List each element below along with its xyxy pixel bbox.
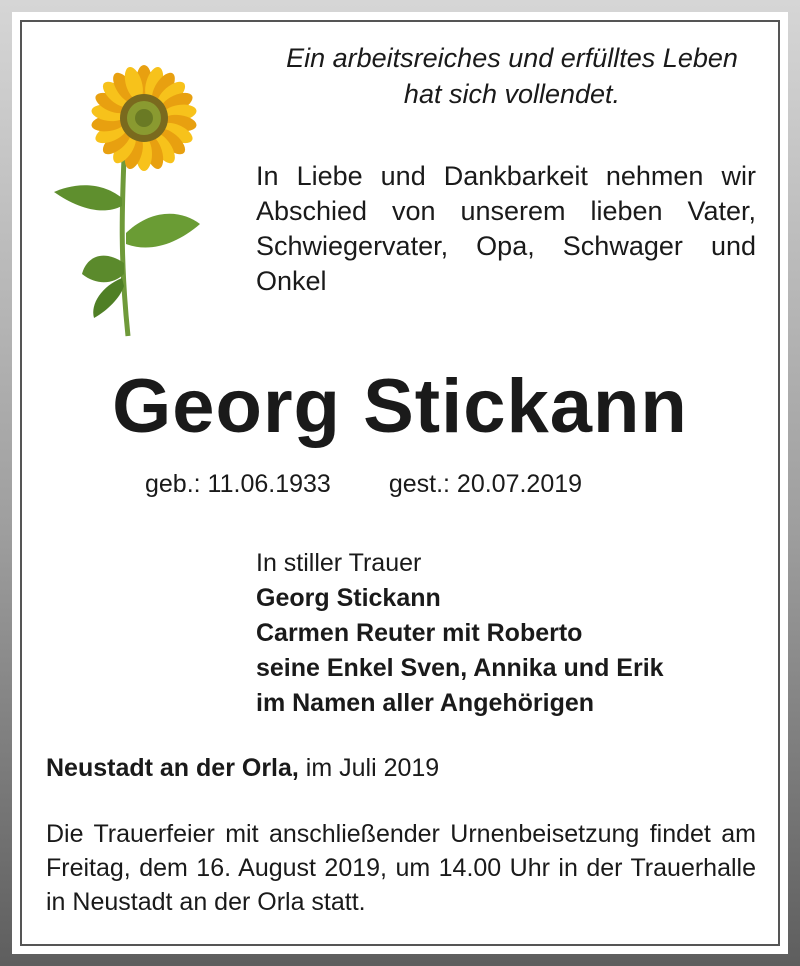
life-dates	[145, 468, 582, 500]
place-and-date	[46, 752, 439, 784]
leaf-left-upper	[54, 185, 122, 210]
motto	[252, 40, 772, 112]
mourner-line: im Namen aller Angehörigen	[256, 689, 595, 717]
place-town: Neustadt an der Orla,	[46, 754, 299, 782]
mourning-lead: In stiller Trauer	[256, 549, 422, 577]
sunflower-stem	[122, 158, 128, 336]
mourner-line: Carmen Reuter mit Roberto	[256, 619, 583, 647]
funeral-notice: Die Trauerfeier mit anschließender Urnenbeisetzung findet am Freitag, dem 16. August 2019, um 14.00 Uhr in der Trauerhalle in Neustadt an der Orla statt.	[46, 820, 756, 916]
mourner-line: seine Enkel Sven, Annika und Erik	[256, 654, 664, 682]
death-date: gest.: 20.07.2019	[388, 470, 583, 498]
obituary-card	[12, 12, 788, 954]
sunflower-image	[42, 48, 202, 338]
place-month: im Juli 2019	[298, 754, 440, 782]
leaf-bottom	[93, 278, 124, 318]
mourner-line: Georg Stickann	[256, 584, 441, 612]
deceased-name: Georg Stickann	[112, 364, 688, 449]
leaf-left-lower	[82, 256, 124, 283]
intro-text: In Liebe und Dankbarkeit nehmen wir Abschied von unserem lieben Vater, Schwiegervater, Opa, Schwager und Onkel	[256, 161, 756, 296]
motto-line-2: hat sich vollendet.	[403, 79, 621, 109]
leaf-right	[126, 214, 200, 248]
birth-date: geb.: 11.06.1933	[145, 470, 331, 498]
mourners-list	[256, 581, 664, 721]
motto-line-1: Ein arbeitsreiches und erfülltes Leben	[286, 43, 738, 73]
